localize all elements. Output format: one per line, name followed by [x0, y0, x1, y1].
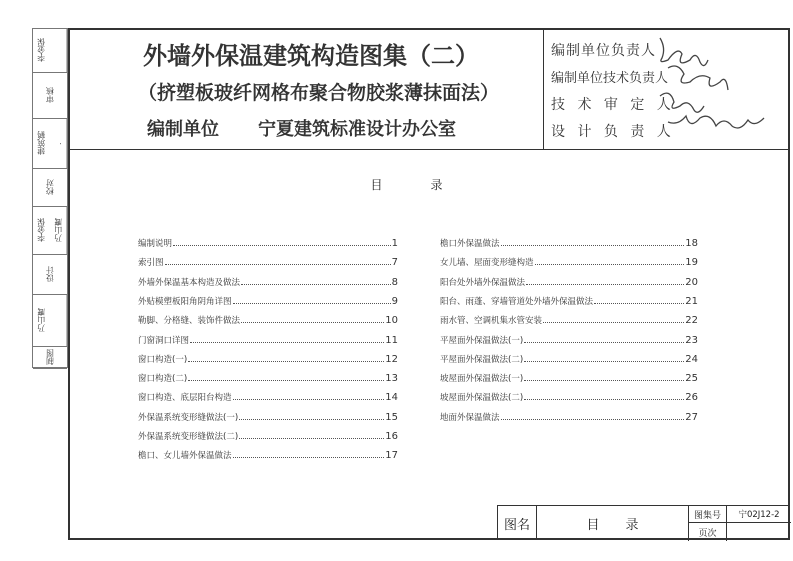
org-label: 编制单位	[147, 119, 219, 140]
toc-entry-title: 窗口构造、底层阳台构造	[138, 393, 232, 404]
toc-entry[interactable]	[440, 271, 698, 288]
approval-text: 设计	[45, 266, 55, 283]
approval-text: 建筑鹤	[36, 131, 46, 156]
signature-label: 技 术 审 定 人	[551, 97, 675, 113]
signature-1	[660, 38, 708, 66]
leader-dots	[501, 245, 685, 246]
toc-entry-page: 24	[685, 353, 698, 365]
leader-dots	[233, 457, 385, 458]
handwritten-signatures	[540, 30, 790, 150]
toc-entry[interactable]	[440, 367, 698, 384]
leader-dots	[594, 303, 684, 304]
leader-dots	[188, 361, 384, 362]
toc-entry-title: 外保温系统变形缝做法(二)	[138, 432, 239, 442]
leader-dots	[526, 284, 684, 285]
toc-entry[interactable]	[440, 386, 698, 403]
approval-text: 制图	[45, 349, 55, 366]
signature-2	[668, 66, 728, 90]
toc-entry[interactable]	[138, 444, 398, 461]
toc-entry-page: 20	[685, 276, 698, 288]
toc-entry-title: 外墙外保温基本构造及做法	[138, 277, 241, 288]
toc-entry-page: 27	[685, 411, 698, 423]
toc-entry-page: 14	[385, 392, 398, 404]
toc-entry[interactable]	[138, 271, 398, 288]
page-value	[726, 523, 791, 541]
toc-entry-title: 坡屋面外保温做法(二)	[440, 393, 524, 404]
title-block-name-value: 目 录	[536, 506, 688, 540]
document-title: 外墙外保温建筑构造图集（二）	[143, 41, 479, 70]
leader-dots	[190, 342, 384, 343]
title-block	[497, 505, 790, 540]
leader-dots	[173, 245, 391, 246]
toc-entry-page: 22	[685, 315, 698, 327]
approval-text: 李金保	[36, 38, 46, 63]
leader-dots	[239, 419, 384, 420]
toc-entry-title: 雨水管、空调机集水管安装	[440, 316, 543, 327]
title-block-name-label: 图名	[503, 517, 530, 533]
org-name: 宁夏建筑标准设计办公室	[258, 119, 456, 140]
leader-dots	[501, 419, 685, 420]
toc-entry-title: 编制说明	[138, 239, 173, 249]
toc-entry[interactable]	[440, 251, 698, 268]
toc-entry[interactable]	[138, 329, 398, 346]
toc-entry[interactable]	[138, 406, 398, 423]
leader-dots	[524, 342, 684, 343]
leader-dots	[241, 284, 391, 285]
toc-entry-title: 地面外保温做法	[440, 412, 500, 423]
leader-dots	[524, 399, 684, 400]
leader-dots	[535, 264, 685, 265]
atlas-number-label: 图集号	[688, 506, 726, 523]
toc-entry-title: 勒脚、分格缝、装饰件做法	[138, 316, 241, 327]
toc-entry-page: 10	[385, 315, 398, 327]
toc-entry-page: 8	[391, 276, 398, 288]
approval-text	[50, 295, 68, 346]
approval-text: 审核	[45, 87, 55, 104]
toc-entry-title: 檐口外保温做法	[440, 239, 500, 249]
document-subtitle: （挤塑板玻纤网格布聚合物胶浆薄抹面法）	[138, 82, 500, 104]
signature-3	[660, 93, 704, 112]
toc-entry-title: 索引图	[138, 258, 164, 269]
toc-entry-title: 女儿墙、屋面变形缝构造	[440, 258, 534, 269]
toc-entry[interactable]	[440, 348, 698, 365]
leader-dots	[524, 380, 684, 381]
approval-cell	[33, 207, 67, 255]
toc-entry-page: 15	[385, 411, 398, 423]
toc-entry-title: 外贴模塑板阳角阴角详图	[138, 296, 232, 307]
toc-heading: 目 录	[370, 178, 443, 192]
leader-dots	[241, 322, 384, 323]
toc-entry-title: 平屋面外保温做法(二)	[440, 354, 524, 365]
toc-entry-title: 坡屋面外保温做法(一)	[440, 374, 524, 385]
leader-dots	[543, 322, 684, 323]
toc-entry[interactable]	[138, 309, 398, 326]
approval-text: 李金保	[36, 218, 46, 243]
leader-dots	[188, 380, 384, 381]
toc-entry[interactable]	[138, 367, 398, 384]
toc-entry[interactable]	[138, 251, 398, 268]
toc-entry-page: 21	[685, 295, 698, 307]
signature-4	[668, 116, 764, 128]
toc-entry-page: 12	[385, 353, 398, 365]
toc-entry[interactable]	[138, 232, 398, 249]
approval-text: .	[50, 119, 68, 168]
toc-entry[interactable]	[440, 232, 698, 249]
toc-entry-page: 16	[385, 431, 398, 442]
toc-entry-page: 1	[391, 238, 398, 249]
toc-entry-page: 18	[685, 238, 698, 249]
approval-text: 乃山鹰	[50, 207, 68, 254]
toc-entry-page: 11	[385, 334, 398, 346]
toc-entry-title: 窗口构造(二)	[138, 374, 188, 385]
toc-entry-title: 阳台处外墙外保温做法	[440, 277, 526, 288]
toc-entry-page: 9	[391, 295, 398, 307]
page-label: 页次	[688, 523, 726, 541]
approval-cell	[33, 29, 67, 73]
atlas-number-value: 宁02J12-2	[726, 506, 791, 523]
toc-entry-title: 外保温系统变形缝做法(一)	[138, 412, 239, 423]
approval-cell	[33, 295, 67, 347]
toc-entry-title: 阳台、雨蓬、穿墙管道处外墙外保温做法	[440, 296, 594, 307]
signature-label: 设 计 负 责 人	[551, 124, 675, 140]
toc-entry-title: 檐口、女儿墙外保温做法	[138, 451, 232, 462]
toc-entry[interactable]	[138, 425, 398, 442]
leader-dots	[233, 399, 385, 400]
toc-entry-page: 7	[391, 257, 398, 269]
leader-dots	[233, 303, 391, 304]
approval-cell	[33, 255, 67, 295]
toc-entry[interactable]	[440, 290, 698, 307]
toc-entry-title: 平屋面外保温做法(一)	[440, 335, 524, 346]
approval-cell	[33, 119, 67, 169]
toc-entry-page: 23	[685, 334, 698, 346]
approval-text	[50, 29, 68, 72]
toc-entry[interactable]	[138, 290, 398, 307]
toc-entry-title: 门窗洞口详图	[138, 335, 190, 346]
toc-entry-title: 窗口构造(一)	[138, 354, 188, 365]
toc-entry[interactable]	[440, 309, 698, 326]
approval-strip	[32, 28, 68, 368]
toc-entry-page: 17	[385, 450, 398, 462]
signature-label: 编制单位技术负责人	[551, 71, 669, 86]
approval-text: 乃山鹰	[36, 308, 46, 333]
leader-dots	[239, 438, 384, 439]
toc-entry[interactable]	[440, 406, 698, 423]
toc-entry-page: 25	[685, 373, 698, 385]
approval-cell	[33, 347, 67, 369]
toc-entry[interactable]	[138, 348, 398, 365]
toc-entry[interactable]	[138, 386, 398, 403]
toc-entry-page: 13	[385, 373, 398, 385]
toc-entry[interactable]	[440, 329, 698, 346]
approval-cell	[33, 73, 67, 119]
toc-entry-page: 26	[685, 392, 698, 404]
approval-text: 校对	[45, 179, 55, 196]
signature-label: 编制单位负责人	[551, 43, 656, 59]
toc-entry-page: 19	[685, 257, 698, 269]
leader-dots	[165, 264, 391, 265]
leader-dots	[524, 361, 684, 362]
